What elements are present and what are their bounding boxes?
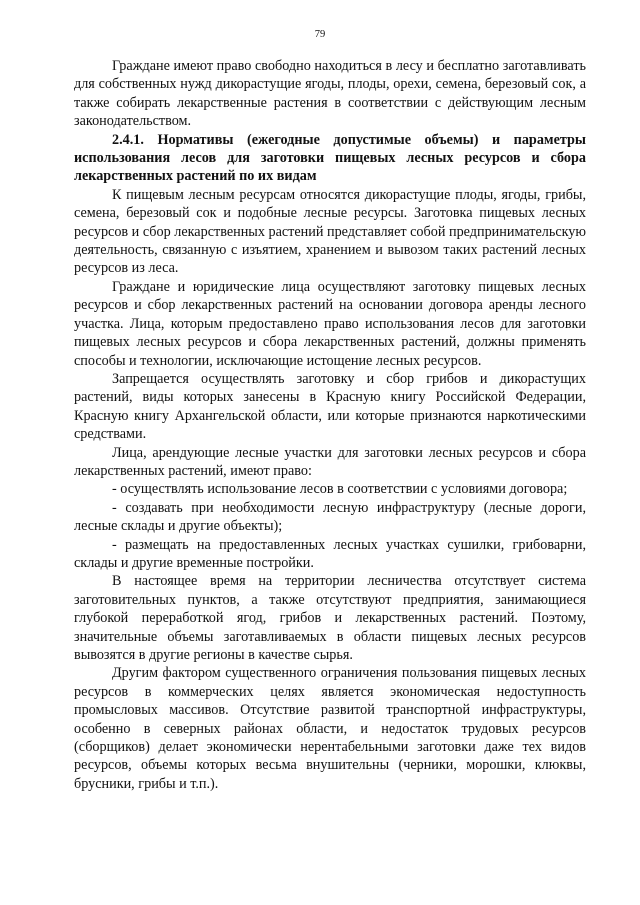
body-paragraph: В настоящее время на территории лесничества отсутствует система заготовительных пунктов, а также отсутствуют предприятия, занимающиеся глубокой переработкой ягод, грибов и лекарственных растений. Поэтому, значительные объемы заготавливаемых в области пищевых лесных ресурсов вывозятся в другие регионы в качестве сырья. [74, 573, 586, 663]
list-item: - создавать при необходимости лесную инфраструктуру (лесные дороги, лесные склады и другие объекты); [74, 499, 586, 535]
body-paragraph: К пищевым лесным ресурсам относятся дикорастущие плоды, ягоды, грибы, семена, березовый сок и подобные лесные ресурсы. Заготовка пищевых лесных ресурсов и сбор лекарственных растений представляет собой предпринимательскую деятельность, связанную с изъятием, хранением и вывозом таких растений лесных ресурсов из леса. [74, 186, 586, 277]
section-heading: 2.4.1. Нормативы (ежегодные допустимые объемы) и параметры использования лесов для заготовки пищевых лесных ресурсов и сбора лекарственных растений по их видам [74, 131, 586, 185]
body-paragraph: Граждане и юридические лица осуществляют заготовку пищевых лесных ресурсов и сбор лекарственных растений на основании договора аренды лесного участка. Лица, которым предоставлено право использования лесов для заготовки пищевых лесных ресурсов и сбора лекарственных растений, должны применять способы и технологии, исключающие истощение лесных ресурсов. [74, 278, 586, 369]
body-paragraph: Запрещается осуществлять заготовку и сбор грибов и дикорастущих растений, виды которых занесены в Красную книгу Российской Федерации, Красную книгу Архангельской области, или которые признаются наркотическими средствами. [74, 370, 586, 443]
list-item: - осуществлять использование лесов в соответствии с условиями договора; [112, 481, 568, 498]
list-item: - размещать на предоставленных лесных участках сушилки, грибоварни, склады и другие временные постройки. [74, 536, 586, 571]
body-paragraph: Другим фактором существенного ограничения пользования пищевых лесных ресурсов в коммерческих целях является экономическая недоступность промысловых массивов. Отсутствие развитой транспортной инфраструктуры, особенно в северных районах области, и недостаток трудовых ресурсов (сборщиков) делает экономически нерентабельными заготовки даже тех видов ресурсов, объемы которых весьма внушительны (черники, морошки, клюквы, брусники, грибы и т.п.). [74, 665, 586, 792]
body-paragraph: Лица, арендующие лесные участки для заготовки лесных ресурсов и сбора лекарственных растений, имеют право: [74, 444, 586, 479]
page-number: 79 [314, 29, 326, 40]
intro-paragraph: Граждане имеют право свободно находиться в лесу и бесплатно заготавливать для собственных нужд дикорастущие ягоды, плоды, орехи, семена, березовый сок, а также собирать лекарственные растения в соответствии с действующим лесным законодательством. [74, 58, 586, 130]
page-content [74, 57, 586, 793]
